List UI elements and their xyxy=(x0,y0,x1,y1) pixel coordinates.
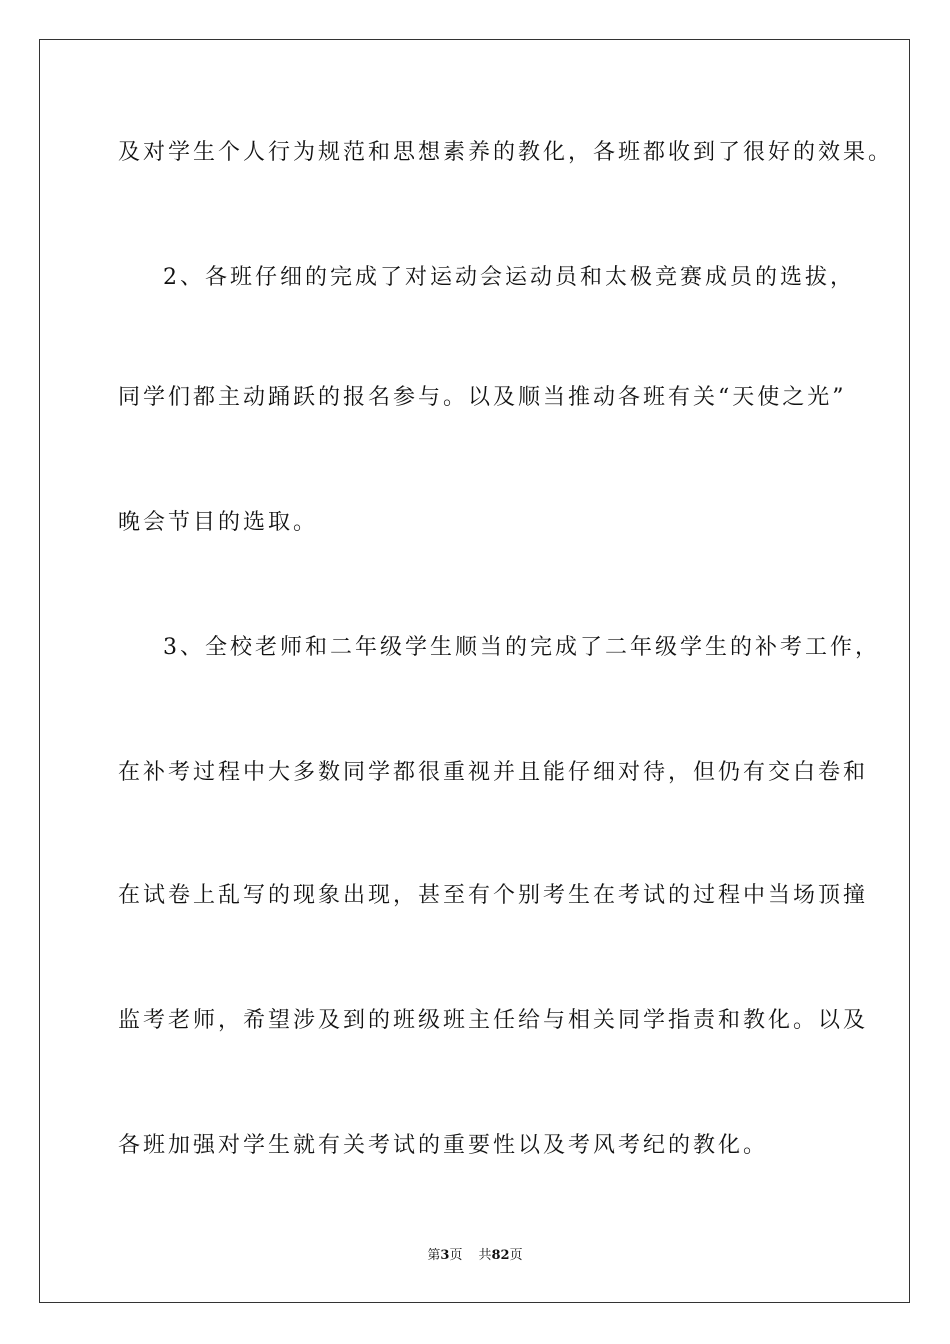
text-line-1: 及对学生个人行为规范和思想素养的教化，各班都收到了很好的效果。 xyxy=(118,140,894,165)
text-line-7: 在试卷上乱写的现象出现，甚至有个别考生在考试的过程中当场顶撞 xyxy=(118,883,869,908)
text-line-6: 在补考过程中大多数同学都很重视并且能仔细对待，但仍有交白卷和 xyxy=(118,760,869,785)
text-line-4: 晚会节目的选取。 xyxy=(118,510,319,535)
text-line-9: 各班加强对学生就有关考试的重要性以及考风考纪的教化。 xyxy=(118,1133,769,1158)
page-footer xyxy=(0,1247,950,1265)
page-border xyxy=(39,39,910,1303)
page-suffix: 页 xyxy=(449,1248,463,1263)
text-line-2: 2、各班仔细的完成了对运动会运动员和太极竞赛成员的选拔， xyxy=(163,265,855,290)
text-line-8: 监考老师，希望涉及到的班级班主任给与相关同学指责和教化。以及 xyxy=(118,1008,869,1033)
text-line-5: 3、全校老师和二年级学生顺当的完成了二年级学生的补考工作， xyxy=(163,635,880,660)
text-line-3: 同学们都主动踊跃的报名参与。以及顺当推动各班有关“天使之光” xyxy=(118,385,847,410)
total-pages: 82 xyxy=(491,1248,510,1263)
page-prefix: 第 xyxy=(427,1248,441,1263)
page-number: 3 xyxy=(440,1248,450,1263)
total-suffix: 页 xyxy=(509,1248,523,1263)
total-prefix: 共 xyxy=(478,1248,492,1263)
